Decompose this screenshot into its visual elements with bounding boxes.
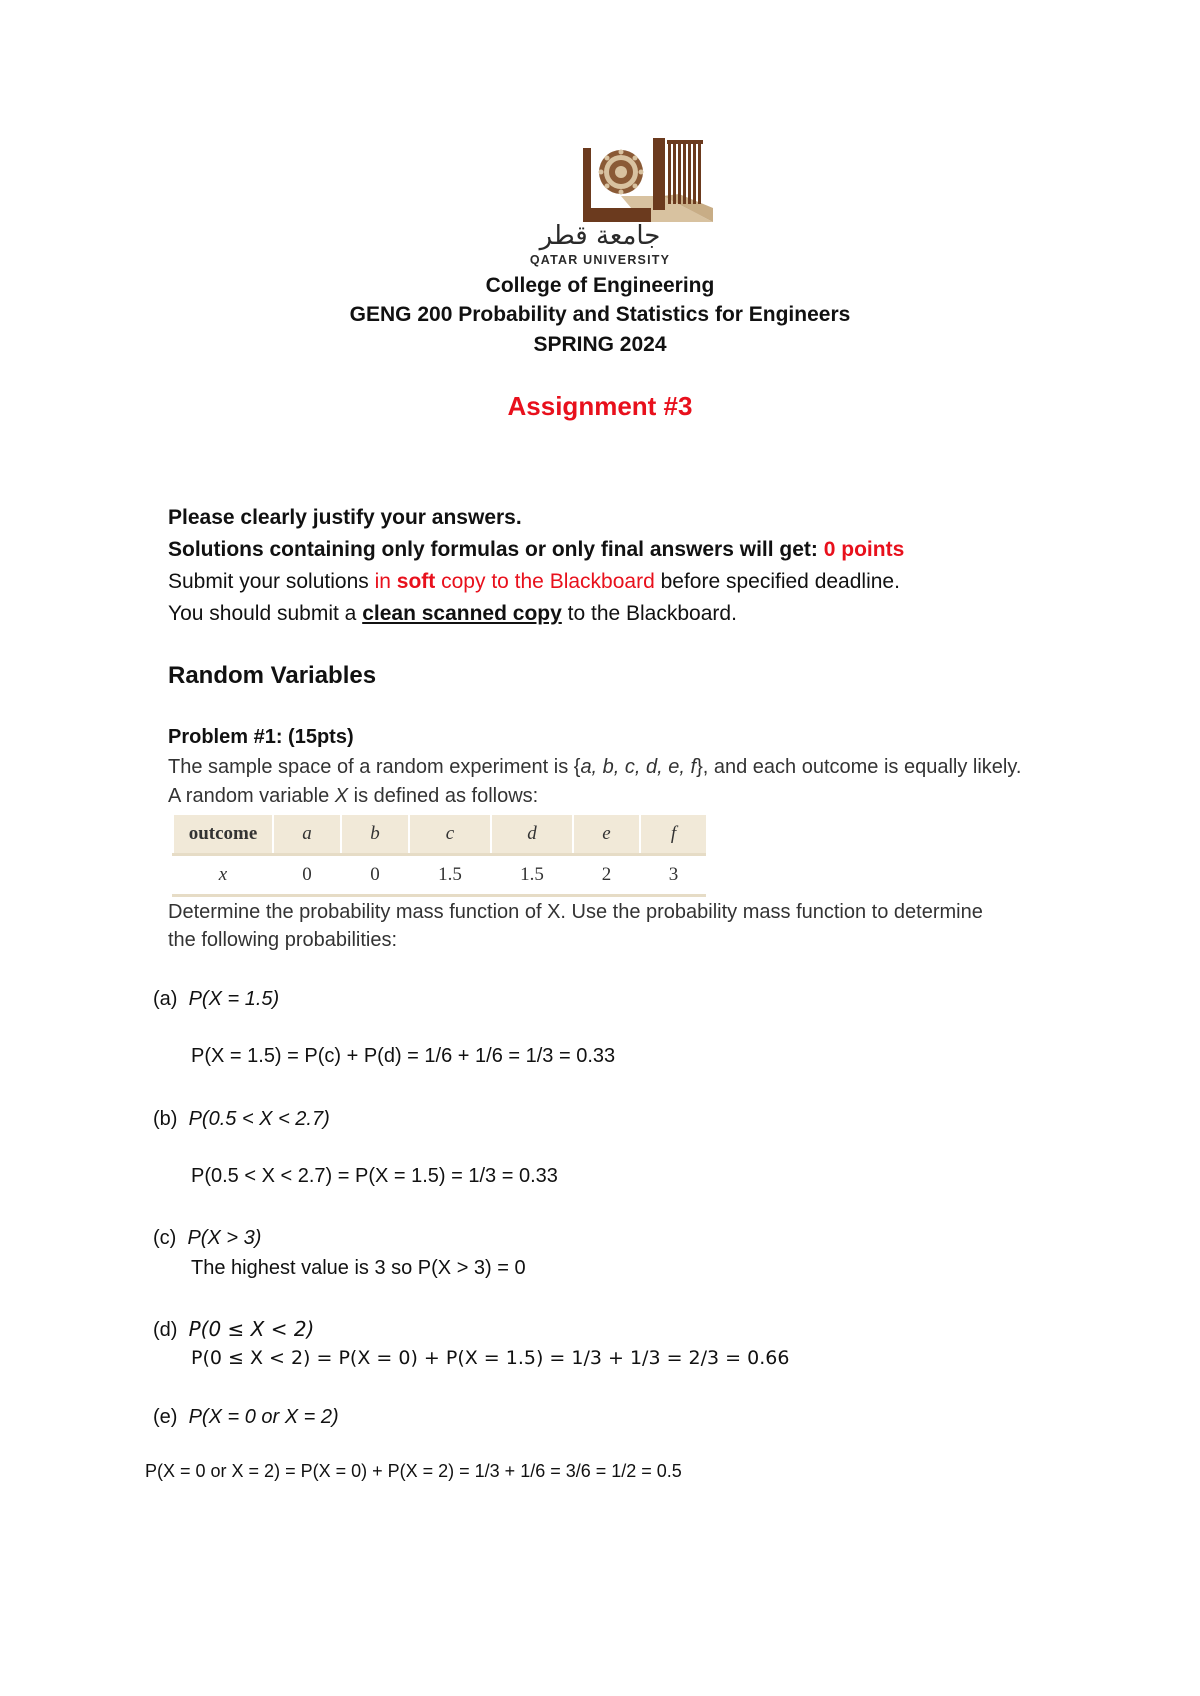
part-label: (b) [153,1108,178,1130]
section-title: Random Variables [168,662,377,689]
part-question: P(X = 0 or X = 2) [188,1406,339,1428]
table-cell: c [409,813,491,855]
submit-text-soft: soft [396,570,436,593]
statement-2-x: X [334,785,349,807]
table-cell: 0 [341,855,409,896]
instruction-justify: Please clearly justify your answers. [168,506,522,529]
college-name: College of Engineering [485,274,715,297]
submit-text-blackboard: copy to the Blackboard [435,570,655,593]
statement-1-outcomes: a, b, c, d, e, f [580,756,697,778]
part-a-answer: P(X = 1.5) = P(c) + P(d) = 1/6 + 1/6 = 1/3 = 0.33 [191,1045,616,1067]
statement-1-c: }, and each outcome is equally likely. [696,756,1022,778]
part-d-answer: P(0 ≤ X < 2) = P(X = 0) + P(X = 1.5) = 1/3 + 1/3 = 2/3 = 0.66 [191,1347,790,1369]
part-label: (e) [153,1406,178,1428]
qatar-university-logo [583,138,723,222]
part-d-question [153,1317,314,1342]
instruction-formulas [168,538,904,562]
part-label: (c) [153,1227,177,1249]
table-cell: b [341,813,409,855]
part-a-question [153,988,279,1011]
table-cell: 2 [573,855,640,896]
scanned-text-2: to the Blackboard. [561,602,737,625]
table-cell: outcome [173,813,273,855]
instruction-submit [168,570,900,594]
university-name-english: QATAR UNIVERSITY [529,253,671,267]
part-c-question [153,1227,261,1250]
part-question: P(X > 3) [187,1227,262,1249]
scanned-text-1: You should submit a [168,602,363,625]
table-cell: 1.5 [409,855,491,896]
term: SPRING 2024 [533,333,667,356]
submit-text-in: in [374,570,397,593]
statement-1-a: The sample space of a random experiment is { [168,756,581,778]
problem-statement-1 [168,756,1021,779]
assignment-title: Assignment #3 [507,391,693,421]
table-cell: e [573,813,640,855]
table-row-x [173,855,706,896]
problem-instruction-1: Determine the probability mass function of X. Use the probability mass function to determine [168,901,983,923]
pmf-table [172,811,706,897]
part-b-answer: P(0.5 < X < 2.7) = P(X = 1.5) = 1/3 = 0.33 [191,1165,558,1187]
part-c-answer: The highest value is 3 so P(X > 3) = 0 [191,1257,526,1279]
table-cell: x [173,855,273,896]
part-label: (d) [153,1319,178,1341]
table-cell: 0 [273,855,341,896]
statement-2-c: is defined as follows: [348,785,539,807]
part-question: P(0 ≤ X < 2) [188,1317,315,1341]
table-cell: f [640,813,706,855]
instruction-scanned [168,602,737,626]
table-row-outcome [173,813,706,855]
problem-instruction-2: the following probabilities: [168,929,398,951]
submit-text-deadline: before specified deadline. [654,570,900,593]
table-cell: d [491,813,573,855]
part-e-answer: P(X = 0 or X = 2) = P(X = 0) + P(X = 2) = 1/3 + 1/6 = 3/6 = 1/2 = 0.5 [145,1461,682,1481]
statement-2-a: A random variable [168,785,335,807]
part-question: P(0.5 < X < 2.7) [188,1108,330,1130]
table-cell: 3 [640,855,706,896]
problem-title: Problem #1: (15pts) [168,726,354,748]
course-title: GENG 200 Probability and Statistics for Engineers [349,303,851,326]
university-name-arabic: جامعة قطر [539,221,661,251]
instruction-formulas-text: Solutions containing only formulas or only final answers will get: [168,538,824,561]
clean-scanned-copy: clean scanned copy [362,602,562,625]
part-b-question [153,1108,330,1131]
problem-statement-2 [168,785,538,808]
zero-points-highlight: 0 points [823,538,905,561]
part-question: P(X = 1.5) [188,988,280,1010]
part-label: (a) [153,988,178,1010]
table-cell: 1.5 [491,855,573,896]
table-cell: a [273,813,341,855]
part-e-question [153,1406,339,1429]
submit-text-1: Submit your solutions [168,570,375,593]
